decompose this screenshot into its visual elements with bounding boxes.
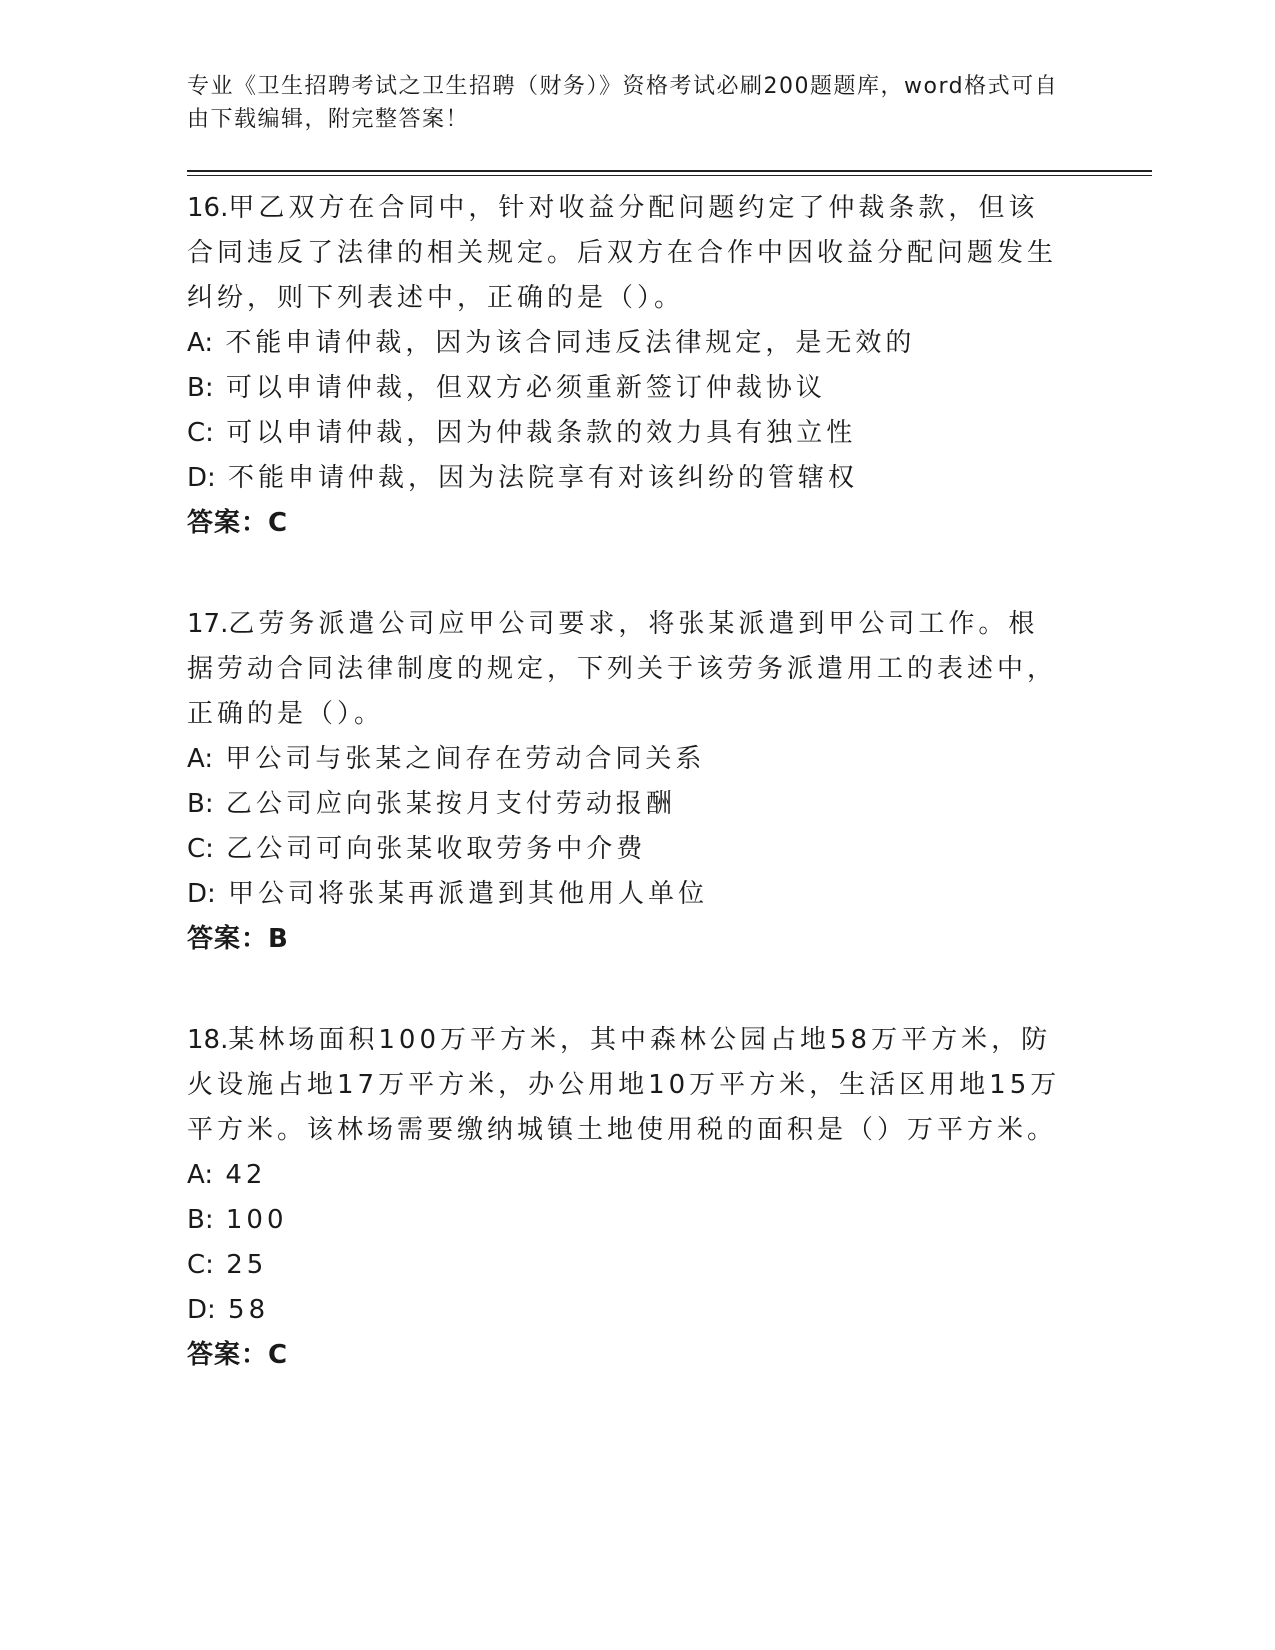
- option-key: A:: [187, 328, 214, 358]
- option-text: 可以申请仲裁，因为仲裁条款的效力具有独立性: [226, 418, 857, 448]
- header-divider: [187, 170, 1152, 176]
- question-17: [187, 602, 1147, 962]
- option-b: [187, 366, 1147, 411]
- option-key: D:: [187, 463, 216, 493]
- option-text: 58: [228, 1295, 270, 1325]
- answer-line: 答案：C: [187, 1340, 289, 1370]
- option-key: B:: [187, 373, 214, 403]
- answer-line: 答案：C: [187, 508, 289, 538]
- option-key: A:: [187, 744, 214, 774]
- option-text: 可以申请仲裁，但双方必须重新签订仲裁协议: [225, 373, 826, 403]
- option-key: A:: [187, 1160, 214, 1190]
- option-text: 甲公司与张某之间存在劳动合同关系: [225, 744, 706, 774]
- option-d: [187, 1288, 1147, 1333]
- option-key: B:: [187, 789, 214, 819]
- option-b: [187, 1198, 1147, 1243]
- option-c: [187, 1243, 1147, 1288]
- question-text: 乙劳务派遣公司应甲公司要求，将张某派遣到甲公司工作。根据劳动合同法律制度的规定，下列关于该劳务派遣用工的表述中，正确的是（）。: [187, 609, 1058, 729]
- option-key: D:: [187, 1295, 216, 1325]
- option-key: D:: [187, 879, 216, 909]
- option-d: [187, 456, 1147, 501]
- question-stem: [187, 602, 1067, 737]
- option-c: [187, 827, 1147, 872]
- option-text: 42: [225, 1160, 267, 1190]
- question-stem: [187, 1018, 1067, 1153]
- option-text: 不能申请仲裁，因为该合同违反法律规定，是无效的: [225, 328, 916, 358]
- option-text: 乙公司可向张某收取劳务中介费: [226, 834, 647, 864]
- option-text: 100: [225, 1205, 288, 1235]
- option-text: 不能申请仲裁，因为法院享有对该纠纷的管辖权: [228, 463, 859, 493]
- option-key: C:: [187, 834, 214, 864]
- option-a: [187, 737, 1147, 782]
- answer-line: 答案：B: [187, 924, 289, 954]
- question-18: [187, 1018, 1147, 1378]
- option-key: B:: [187, 1205, 214, 1235]
- question-stem: [187, 186, 1067, 321]
- question-text: 某林场面积100万平方米，其中森林公园占地58万平方米，防火设施占地17万平方米，办公用地10万平方米，生活区用地15万平方米。该林场需要缴纳城镇土地使用税的面积是（）万平方米。: [187, 1025, 1061, 1145]
- option-c: [187, 411, 1147, 456]
- option-b: [187, 782, 1147, 827]
- option-d: [187, 872, 1147, 917]
- document-header: 专业《卫生招聘考试之卫生招聘（财务）》资格考试必刷200题题库，word格式可自由下载编辑，附完整答案！: [187, 74, 1059, 132]
- question-number: 16.: [187, 193, 229, 223]
- option-key: C:: [187, 1250, 214, 1280]
- question-16: [187, 186, 1147, 546]
- question-number: 18.: [187, 1025, 229, 1055]
- option-text: 乙公司应向张某按月支付劳动报酬: [225, 789, 676, 819]
- option-a: [187, 321, 1147, 366]
- option-text: 甲公司将张某再派遣到其他用人单位: [228, 879, 709, 909]
- document-page: [187, 70, 1147, 1434]
- option-key: C:: [187, 418, 214, 448]
- question-text: 甲乙双方在合同中，针对收益分配问题约定了仲裁条款，但该合同违反了法律的相关规定。后双方在合作中因收益分配问题发生纠纷，则下列表述中，正确的是（）。: [187, 193, 1058, 313]
- option-a: [187, 1153, 1147, 1198]
- option-text: 25: [226, 1250, 268, 1280]
- question-number: 17.: [187, 609, 229, 639]
